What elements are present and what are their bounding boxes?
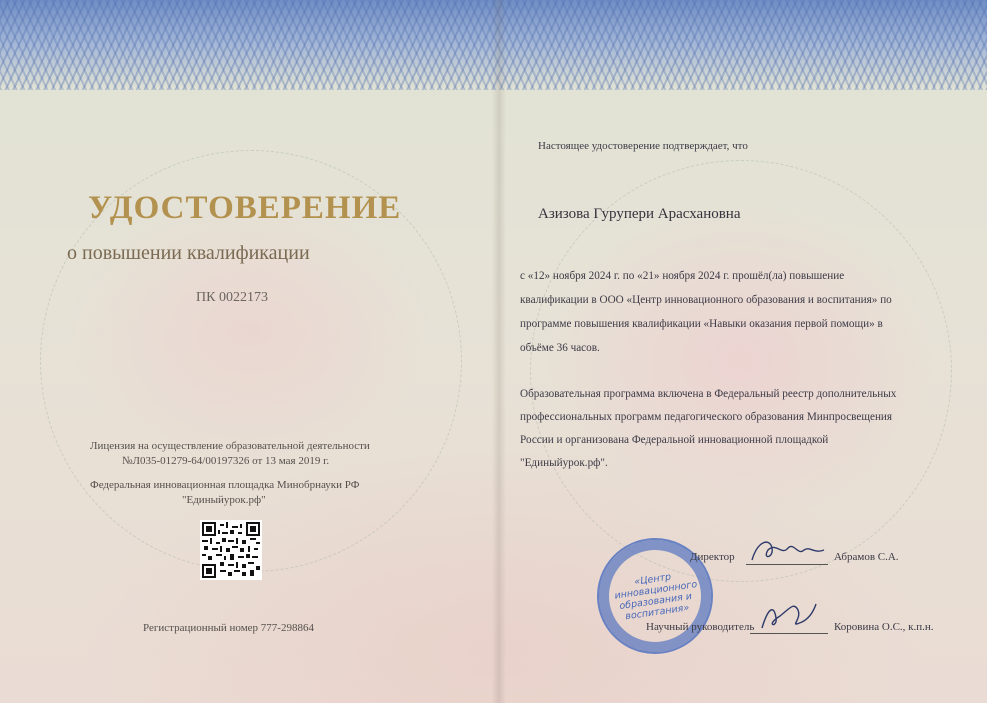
- supervisor-name: Коровина О.С., к.п.н.: [834, 621, 934, 633]
- para1-line-2: квалификации в ООО «Центр инновационного образования и воспитания» по: [520, 294, 892, 306]
- para2-line-1: Образовательная программа включена в Федеральный реестр дополнительных: [520, 388, 897, 400]
- license-line-2: №Л035-01279-64/00197326 от 13 мая 2019 г.: [122, 455, 330, 467]
- supervisor-label: Научный руководитель: [646, 621, 755, 633]
- federal-line-2: "Единыйурок.рф": [182, 494, 266, 506]
- certificate-subtitle: о повышении квалификации: [67, 242, 310, 264]
- page-fold: [492, 0, 506, 703]
- recipient-name: Азизова Гурупери Арасхановна: [538, 206, 741, 222]
- federal-line-1: Федеральная инновационная площадка Минобрнауки РФ: [90, 479, 360, 491]
- para2-line-3: России и организована Федеральной инновационной площадкой: [520, 434, 829, 446]
- para1-line-1: с «12» ноября 2024 г. по «21» ноября 2024 г. прошёл(ла) повышение: [520, 270, 845, 282]
- para2-line-2: профессиональных программ педагогического образования Минпросвещения: [520, 411, 893, 423]
- supervisor-signature: [754, 598, 824, 636]
- para2-line-4: "Единыйурок.рф".: [520, 457, 608, 469]
- serial-number: ПК 0022173: [196, 290, 268, 305]
- certificate-title: УДОСТОВЕРЕНИЕ: [88, 190, 402, 226]
- director-label: Директор: [690, 551, 735, 563]
- guilloche-right: [530, 160, 952, 582]
- qr-code-icon: [200, 520, 262, 580]
- director-name: Абрамов С.А.: [834, 551, 899, 563]
- registration-number: Регистрационный номер 777-298864: [143, 622, 314, 634]
- director-signature: [748, 536, 828, 566]
- para1-line-4: объёме 36 часов.: [520, 342, 600, 354]
- stamp-text: «Центр инновационного образования и воспитания»: [613, 571, 698, 623]
- license-line-1: Лицензия на осуществление образовательной деятельности: [90, 440, 370, 452]
- confirm-text: Настоящее удостоверение подтверждает, что: [538, 140, 748, 152]
- para1-line-3: программе повышения квалификации «Навыки оказания первой помощи» в: [520, 318, 883, 330]
